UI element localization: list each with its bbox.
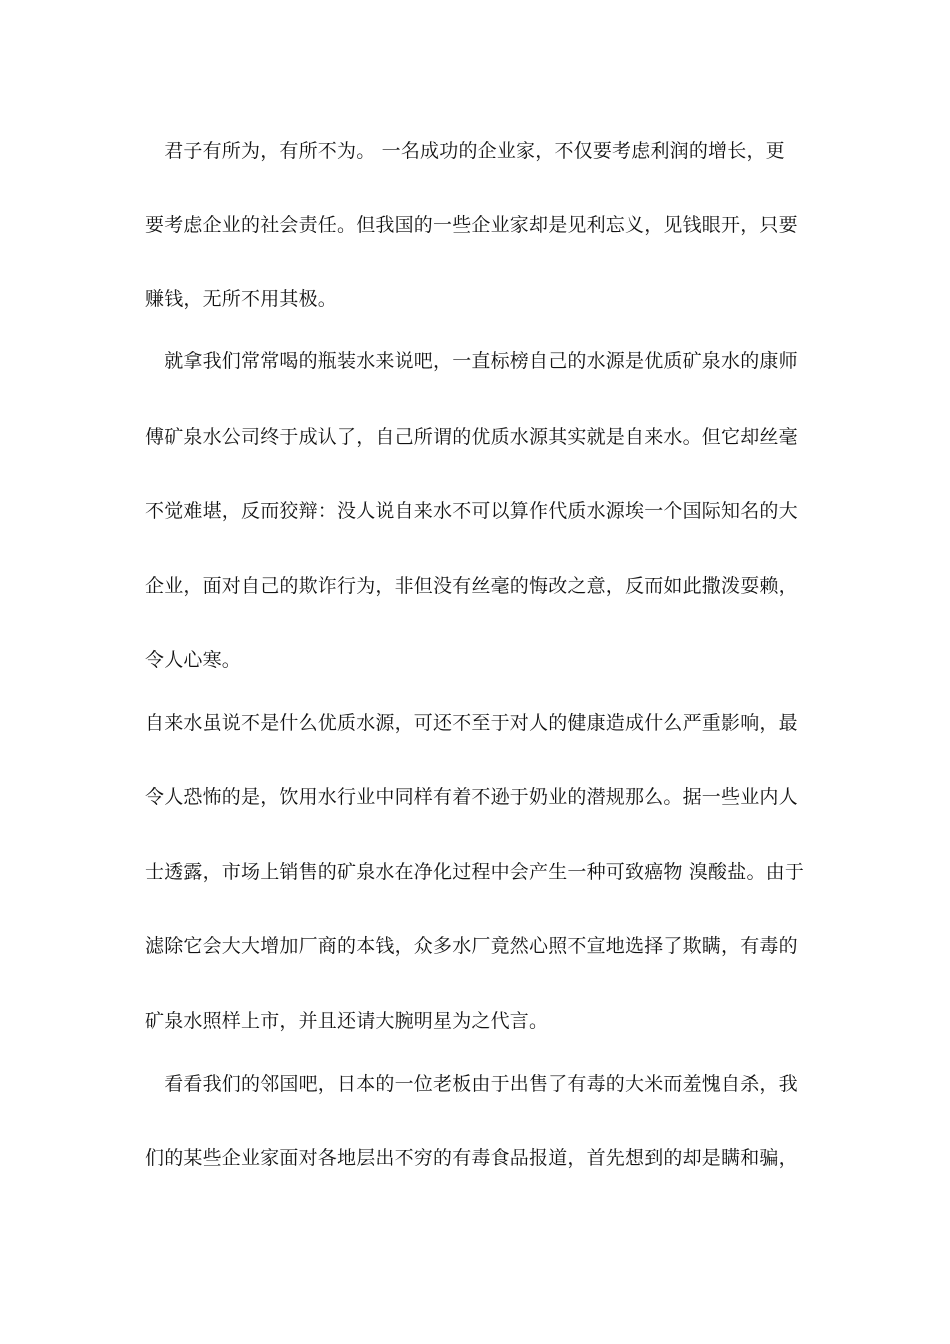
text-line-1: 君子有所为，有所不为。 一名成功的企业家，不仅要考虑利润的增长，更 xyxy=(145,140,785,162)
text-line-6: 不觉难堪，反而狡辩：没人说自来水不可以算作代质水源埃一个国际知名的大 xyxy=(145,500,798,522)
text-line-2: 要考虑企业的社会责任。但我国的一些企业家却是见利忘义，见钱眼开，只要 xyxy=(145,214,798,236)
text-line-9: 自来水虽说不是什么优质水源，可还不至于对人的健康造成什么严重影响，最 xyxy=(145,712,798,734)
text-line-11: 士透露，市场上销售的矿泉水在净化过程中会产生一种可致癌物 溴酸盐。由于 xyxy=(145,861,805,883)
text-line-5: 傅矿泉水公司终于成认了，自己所谓的优质水源其实就是自来水。但它却丝毫 xyxy=(145,426,798,448)
text-line-7: 企业，面对自己的欺诈行为，非但没有丝毫的悔改之意，反而如此撒泼耍赖， xyxy=(145,575,798,597)
text-line-10: 令人恐怖的是，饮用水行业中同样有着不逊于奶业的潜规那么。据一些业内人 xyxy=(145,786,798,808)
text-line-13: 矿泉水照样上市，并且还请大腕明星为之代言。 xyxy=(145,1010,549,1032)
text-line-12: 滤除它会大大增加厂商的本钱，众多水厂竟然心照不宣地选择了欺瞒，有毒的 xyxy=(145,935,798,957)
text-line-4: 就拿我们常常喝的瓶装水来说吧，一直标榜自己的水源是优质矿泉水的康师 xyxy=(145,350,798,372)
text-line-3: 赚钱，无所不用其极。 xyxy=(145,288,338,310)
text-line-14: 看看我们的邻国吧，日本的一位老板由于出售了有毒的大米而羞愧自杀，我 xyxy=(145,1073,798,1095)
text-line-15: 们的某些企业家面对各地层出不穷的有毒食品报道，首先想到的却是瞒和骗， xyxy=(145,1147,798,1169)
text-line-8: 令人心寒。 xyxy=(145,649,242,671)
